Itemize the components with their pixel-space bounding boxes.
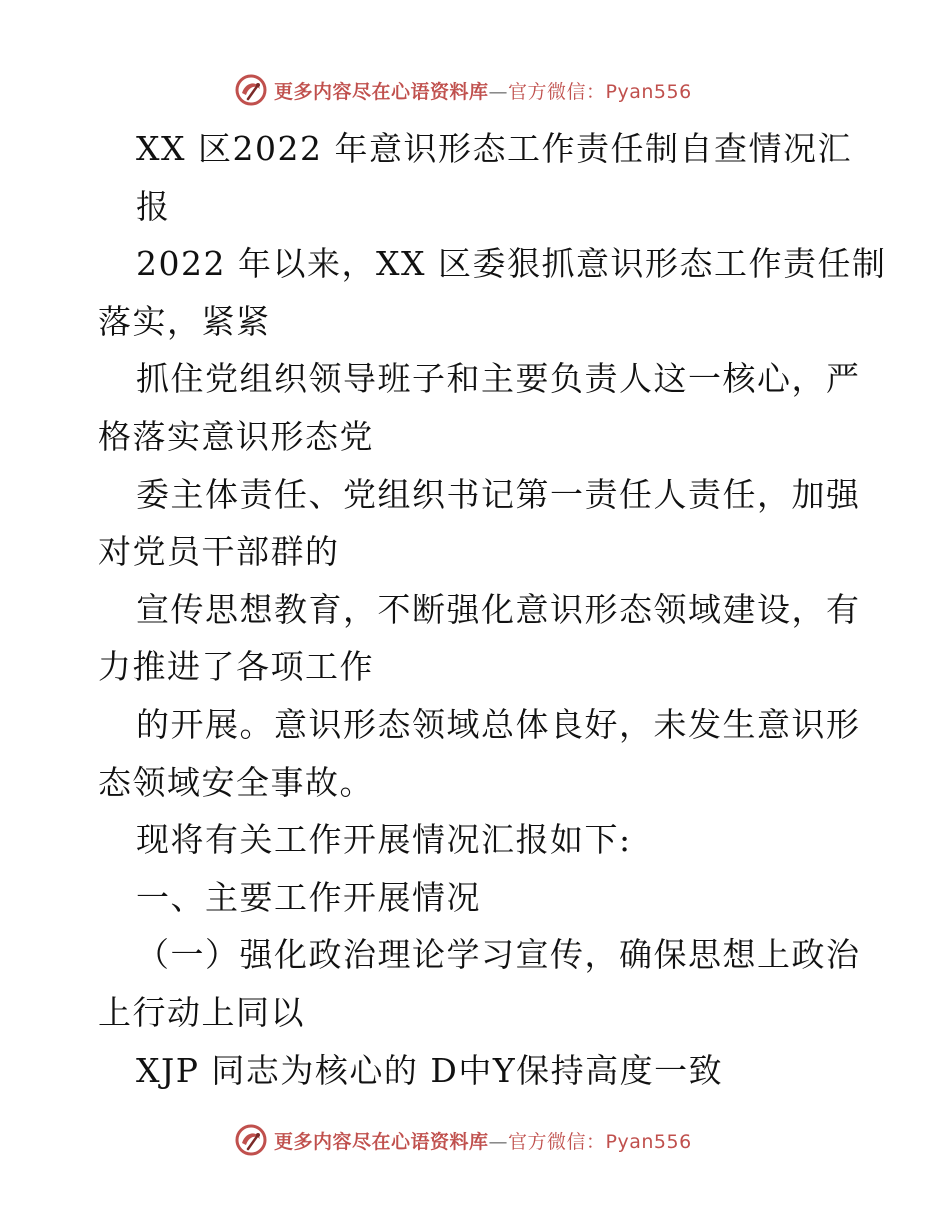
watermark-brand: 更多内容尽在心语资料库 [274, 1130, 489, 1153]
red-swirl-logo-icon [234, 73, 268, 107]
paragraph-line: 格落实意识形态党 [98, 416, 374, 456]
subsection-heading-line-3: XJP 同志为核心的 D中Y保持高度一致 [136, 1050, 724, 1090]
red-swirl-logo-icon [234, 1123, 268, 1157]
subsection-heading-line-1: （一）强化政治理论学习宣传，确保思想上政治 [136, 935, 861, 975]
watermark-footer [234, 1122, 692, 1158]
paragraph-line: 宣传思想教育，不断强化意识形态领域建设，有 [136, 589, 861, 629]
paragraph-line: 抓住党组织领导班子和主要负责人这一核心，严 [136, 359, 861, 399]
watermark-separator: — [488, 80, 509, 103]
watermark-brand: 更多内容尽在心语资料库 [274, 80, 489, 103]
watermark-contact: 官方微信：Pyan556 [508, 1130, 692, 1153]
document-body [98, 120, 887, 1099]
paragraph-line: 的开展。意识形态领域总体良好，未发生意识形 [136, 704, 861, 744]
watermark-header [234, 72, 692, 108]
watermark-separator: — [488, 1130, 509, 1153]
title-line-1: XX 区2022 年意识形态工作责任制自查情况汇 [136, 129, 852, 168]
watermark-text [274, 77, 692, 104]
paragraph-line: 2022 年以来，XX 区委狠抓意识形态工作责任制 [136, 244, 887, 284]
paragraph-line: 态领域安全事故。 [98, 762, 374, 802]
watermark-text [274, 1127, 692, 1154]
paragraph-line: 力推进了各项工作 [98, 647, 374, 687]
watermark-contact: 官方微信：Pyan556 [508, 80, 692, 103]
paragraph-line: 落实，紧紧 [98, 301, 271, 341]
paragraph-line: 对党员干部群的 [98, 532, 340, 572]
title-line-2: 报 [136, 186, 171, 226]
paragraph-line: 委主体责任、党组织书记第一责任人责任，加强 [136, 474, 861, 514]
paragraph-line: 现将有关工作开展情况汇报如下: [136, 820, 632, 860]
subsection-heading-line-2: 上行动上同以 [98, 992, 305, 1032]
section-heading: 一、主要工作开展情况 [136, 877, 481, 917]
